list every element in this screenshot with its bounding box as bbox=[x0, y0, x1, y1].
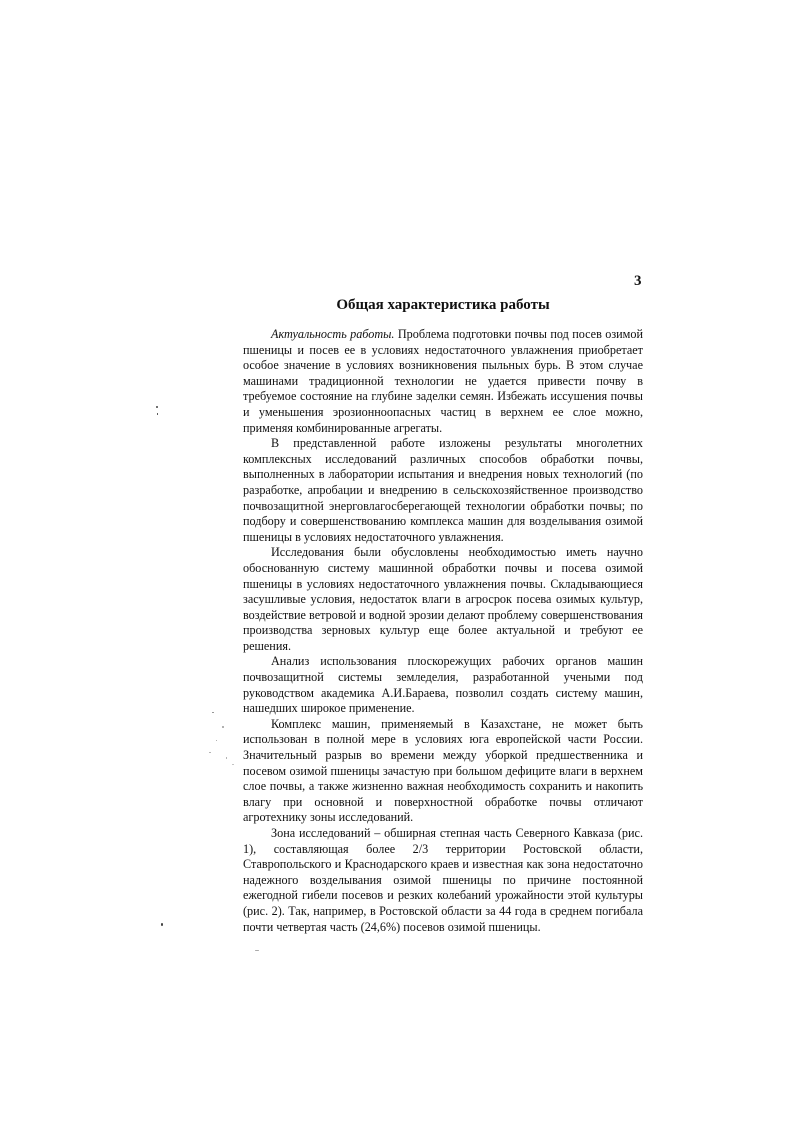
scan-speck bbox=[222, 726, 224, 728]
scan-speck bbox=[212, 712, 214, 713]
paragraph-relevance bbox=[243, 327, 643, 436]
paragraph-research-motivation: Исследования были обусловлены необходимостью иметь научно обоснованную систему машинной обработки почвы и посева озимой пшеницы в условиях недостаточного увлажнения почвы. Складывающиеся засушливые условия, недостаток влаги в агросрок посева озимых культур, воздействие ветровой и водной эрозии делают проблему совершенствования производства зерновых культур еще более актуальной и требуют ее решения. bbox=[243, 545, 643, 653]
scan-speck bbox=[226, 757, 227, 759]
paragraph-analysis: Анализ использования плоскорежущих рабочих органов машин почвозащитной системы земледелия, разработанной учеными под руководством академика А.И.Бараева, позволил создать систему машин, нашедших широкое применение. bbox=[243, 654, 643, 716]
paragraph-lead-italic: Актуальность работы. bbox=[271, 327, 395, 341]
section-heading: Общая характеристика работы bbox=[336, 297, 550, 313]
paragraph-text: Проблема подготовки почвы под посев озимой пшеницы и посев ее в условиях недостаточного увлажнения приобретает особое значение в условиях возникновения пыльных бурь. В этом случае машинами традиционной технологии не удается привести почву в требуемое состояние на глубине заделки семян. Избежать иссушения почвы и уменьшения эрозионноопасных частиц в верхнем ее слое можно, применяя комбинированные агрегаты. bbox=[243, 327, 643, 435]
body-text bbox=[243, 295, 643, 935]
paragraph-kazakhstan-complex: Комплекс машин, применяемый в Казахстане, не может быть использован в полной мере в условиях юга европейской части России. Значительный разрыв во времени между уборкой предшественника и посевом озимой пшеницы зачастую при большом дефиците влаги в верхнем слое почвы, а также жизненно важная необходимость сохранить и накопить влагу при основной и поверхностной обработке почвы отличают агротехнику зоны исследований. bbox=[243, 716, 643, 825]
paragraph-research-zone: Зона исследований – обширная степная часть Северного Кавказа (рис. 1), составляющая более 2/3 территории Ростовской области, Ставропольского и Краснодарского краев и известная как зона недостаточно надежного возделывания озимой пшеницы по причине постоянной ежегодной гибели посевов и резких колебаний урожайности этой культуры (рис. 2). Так, например, в Ростовской области за 44 года в среднем погибала почти четвертая часть (24,6%) посевов озимой пшеницы. bbox=[243, 826, 643, 934]
scan-speck bbox=[157, 413, 158, 415]
scan-speck bbox=[216, 740, 217, 741]
page-number: 3 bbox=[634, 273, 642, 289]
scan-speck bbox=[161, 923, 163, 926]
scan-speck bbox=[209, 752, 211, 753]
scan-speck bbox=[232, 764, 234, 765]
scan-speck bbox=[255, 950, 259, 951]
scan-speck bbox=[156, 406, 158, 408]
paragraph-research-results: В представленной работе изложены результаты многолетних комплексных исследований различных способов обработки почвы, выполненных в лаборатории испытания и внедрения новых технологий (по разработке, апробации и внедрению в сельскохозяйственное производство почвозащитной энерговлагосберегающей технологии обработки почвы; по подбору и совершенствованию комплекса машин для возделывания озимой пшеницы в условиях недостаточного увлажнения. bbox=[243, 436, 643, 544]
